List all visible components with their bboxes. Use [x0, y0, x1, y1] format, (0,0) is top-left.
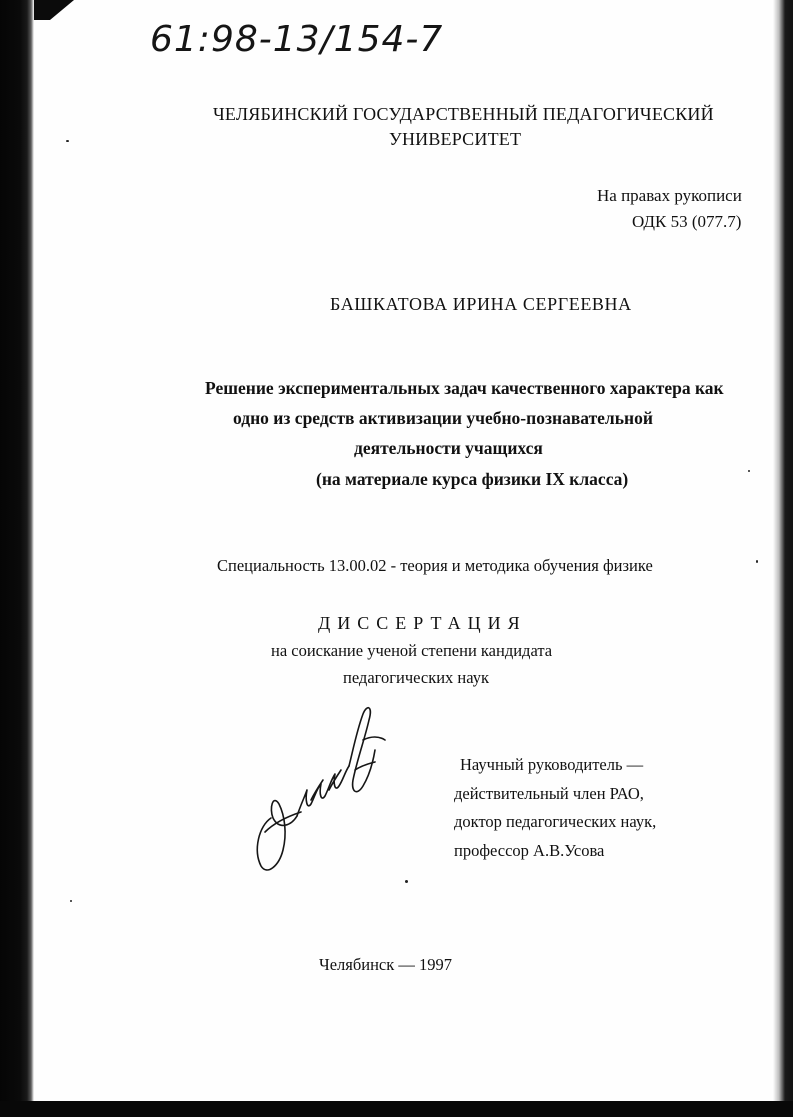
- thesis-title-line1: Решение экспериментальных задач качественного характера как: [205, 378, 724, 398]
- thesis-title-line2: одно из средств активизации учебно-познавательной: [233, 408, 653, 428]
- supervisor-line2: действительный член РАО,: [454, 784, 644, 803]
- university-name-line1: ЧЕЛЯБИНСКИЙ ГОСУДАРСТВЕННЫЙ ПЕДАГОГИЧЕСКИЙ: [213, 104, 714, 124]
- author-name: БАШКАТОВА ИРИНА СЕРГЕЕВНА: [330, 294, 632, 314]
- specialty: Специальность 13.00.02 - теория и методика обучения физике: [217, 556, 653, 575]
- thesis-title-line4: (на материале курса физики IX класса): [316, 469, 629, 489]
- scan-binding-edge-top: [34, 0, 74, 20]
- thesis-title-line3: деятельности учащихся: [354, 438, 543, 458]
- dissertation-heading: ДИССЕРТАЦИЯ: [318, 613, 527, 633]
- scan-speck: [70, 900, 72, 902]
- degree-line2: педагогических наук: [343, 668, 490, 687]
- scan-speck: [66, 140, 69, 142]
- supervisor-line1: Научный руководитель —: [460, 755, 644, 774]
- supervisor-line4: профессор А.В.Усова: [454, 841, 605, 860]
- manuscript-rights: На правах рукописи: [597, 186, 742, 205]
- supervisor-line3: доктор педагогических наук,: [454, 812, 657, 831]
- archive-code: 61:98-13/154-7: [150, 19, 444, 60]
- scan-speck: [756, 560, 758, 563]
- author-signature: [245, 700, 395, 875]
- university-name-line2: УНИВЕРСИТЕТ: [389, 129, 522, 149]
- scan-speck: [405, 880, 408, 883]
- place-year: Челябинск — 1997: [319, 955, 453, 974]
- scan-edge-bottom: [0, 1101, 793, 1117]
- scan-speck: [748, 470, 750, 472]
- udc-code: ОДК 53 (077.7): [632, 212, 742, 231]
- scan-edge-right: [773, 0, 793, 1117]
- scan-binding-edge-left: [0, 0, 34, 1117]
- degree-line1: на соискание ученой степени кандидата: [271, 641, 553, 660]
